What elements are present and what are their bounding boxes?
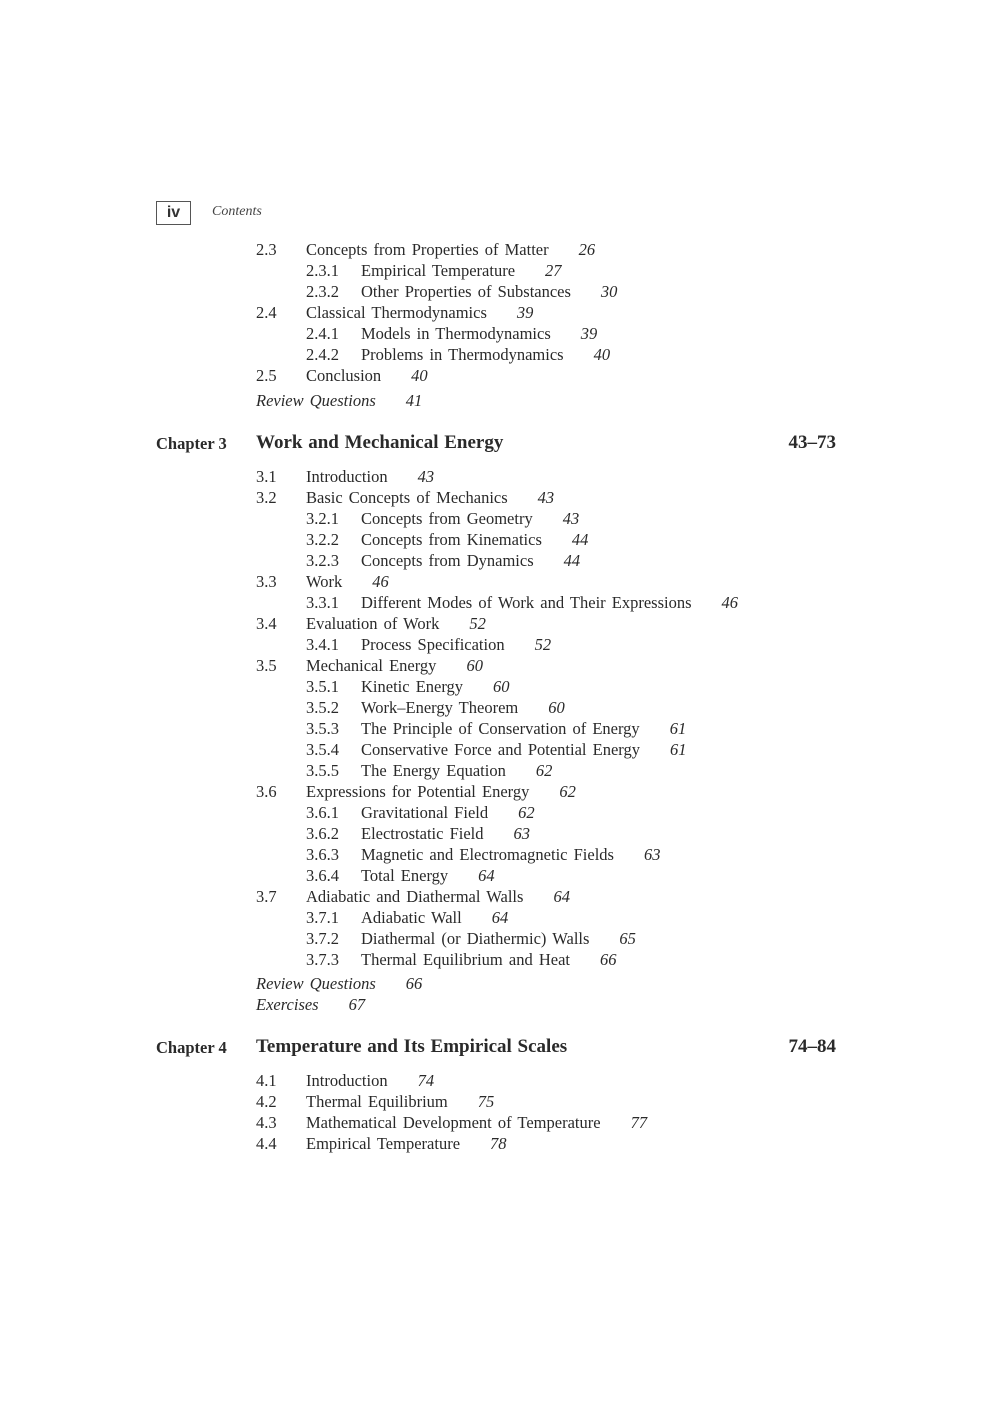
running-head: Contents [212, 204, 262, 219]
chapter-4-page-range: 74–84 [788, 1036, 836, 1057]
section-title-text: Total Energy [361, 866, 449, 885]
section-number: 3.7.1 [306, 908, 339, 927]
section-page-number: 77 [630, 1113, 648, 1132]
section-number: 3.3.1 [306, 593, 339, 612]
section-title [306, 365, 428, 386]
section-title [361, 949, 616, 970]
section-page-number: 62 [559, 782, 576, 801]
section-page-number: 39 [580, 324, 598, 343]
section-page-number: 74 [417, 1071, 435, 1090]
section-title-text: Introduction [306, 467, 388, 486]
section-number: 3.5 [256, 656, 277, 675]
section-title-text: Classical Thermodynamics [306, 303, 487, 322]
section-title-text: Basic Concepts of Mechanics [306, 488, 508, 507]
section-page-number: 44 [563, 551, 581, 570]
section-title [361, 697, 565, 718]
section-title-text: Evaluation of Work [306, 614, 440, 633]
section-number: 3.5.4 [306, 740, 339, 759]
chapter-4-title: Temperature and Its Empirical Scales [256, 1036, 568, 1057]
section-title-text: The Energy Equation [361, 761, 506, 780]
section-page-number: 60 [548, 698, 565, 717]
section-page-number: 26 [578, 240, 596, 259]
section-title-text: Empirical Temperature [361, 261, 516, 280]
section-page-number: 27 [545, 261, 562, 280]
section-title [361, 907, 508, 928]
section-page-number: 46 [372, 572, 389, 591]
section-title-text: Concepts from Dynamics [361, 551, 534, 570]
section-page-number: 61 [669, 719, 687, 738]
section-title-text: Work [306, 572, 343, 591]
section-title [361, 592, 738, 613]
section-title [306, 1091, 494, 1112]
section-page-number: 40 [593, 345, 611, 364]
section-page-number: 44 [571, 530, 589, 549]
section-title [306, 1070, 434, 1091]
section-page-number: 62 [518, 803, 535, 822]
page-folio [156, 201, 191, 225]
section-page-number: 62 [535, 761, 553, 780]
section-title [361, 634, 551, 655]
section-title [361, 928, 636, 949]
section-page-number: 78 [490, 1134, 507, 1153]
section-number: 3.6.3 [306, 845, 339, 864]
section-title-text: Expressions for Potential Energy [306, 782, 530, 801]
section-title [361, 508, 579, 529]
section-title [306, 613, 486, 634]
review-questions-text: Review Questions [256, 974, 376, 993]
section-number: 2.3 [256, 240, 277, 259]
section-page-number: 43 [562, 509, 580, 528]
section-title [361, 802, 535, 823]
section-number: 3.2 [256, 488, 277, 507]
section-title [306, 1112, 647, 1133]
section-title [306, 466, 434, 487]
chapter-4-label: Chapter 4 [156, 1038, 227, 1057]
exercises-label [256, 994, 365, 1015]
section-number: 3.2.1 [306, 509, 339, 528]
exercises-page-number: 67 [348, 995, 366, 1014]
section-page-number: 66 [599, 950, 617, 969]
section-number: 2.3.1 [306, 261, 339, 280]
section-page-number: 40 [411, 366, 428, 385]
section-number: 3.7 [256, 887, 277, 906]
section-page-number: 63 [643, 845, 661, 864]
section-number: 3.6.4 [306, 866, 339, 885]
section-title-text: Electrostatic Field [361, 824, 484, 843]
section-number: 3.5.2 [306, 698, 339, 717]
section-title-text: Concepts from Kinematics [361, 530, 542, 549]
chapter-3-page-range: 43–73 [788, 432, 836, 453]
section-title-text: Different Modes of Work and Their Expressions [361, 593, 692, 612]
section-title-text: Mathematical Development of Temperature [306, 1113, 601, 1132]
section-title-text: Mechanical Energy [306, 656, 437, 675]
section-title-text: Gravitational Field [361, 803, 489, 822]
section-page-number: 43 [417, 467, 435, 486]
exercises-text: Exercises [256, 995, 319, 1014]
section-page-number: 64 [491, 908, 509, 927]
section-number: 2.4.1 [306, 324, 339, 343]
section-number: 3.6.1 [306, 803, 339, 822]
section-number: 3.1 [256, 467, 277, 486]
review-questions-text: Review Questions [256, 391, 376, 410]
section-title-text: Introduction [306, 1071, 388, 1090]
section-page-number: 65 [619, 929, 636, 948]
section-title-text: Thermal Equilibrium and Heat [361, 950, 570, 969]
section-title-text: Concepts from Geometry [361, 509, 533, 528]
section-page-number: 52 [534, 635, 552, 654]
section-title-text: Diathermal (or Diathermic) Walls [361, 929, 590, 948]
section-page-number: 60 [493, 677, 510, 696]
section-number: 2.4.2 [306, 345, 339, 364]
section-title [361, 760, 552, 781]
section-title-text: Kinetic Energy [361, 677, 464, 696]
section-number: 3.5.5 [306, 761, 339, 780]
section-page-number: 63 [513, 824, 531, 843]
section-title [306, 781, 576, 802]
review-questions-page-number: 66 [405, 974, 423, 993]
section-title-text: Models in Thermodynamics [361, 324, 551, 343]
section-number: 3.5.1 [306, 677, 339, 696]
review-questions-label [256, 973, 422, 994]
section-title [361, 823, 530, 844]
section-number: 3.2.3 [306, 551, 339, 570]
section-number: 3.5.3 [306, 719, 339, 738]
section-title [361, 323, 597, 344]
section-title [306, 302, 533, 323]
section-number: 2.3.2 [306, 282, 339, 301]
section-title-text: Conservative Force and Potential Energy [361, 740, 640, 759]
folio-number: iv [166, 204, 181, 221]
section-title [361, 550, 580, 571]
section-title [361, 865, 495, 886]
section-page-number: 43 [537, 488, 555, 507]
section-title [306, 571, 389, 592]
section-page-number: 75 [477, 1092, 495, 1111]
section-title [361, 844, 660, 865]
section-number: 2.5 [256, 366, 277, 385]
chapter-3-label: Chapter 3 [156, 434, 227, 453]
section-title-text: Thermal Equilibrium [306, 1092, 448, 1111]
section-number: 4.4 [256, 1134, 277, 1153]
section-title-text: Other Properties of Substances [361, 282, 571, 301]
section-number: 4.3 [256, 1113, 277, 1132]
section-page-number: 46 [721, 593, 739, 612]
section-title [361, 281, 617, 302]
section-title [361, 344, 610, 365]
section-number: 2.4 [256, 303, 277, 322]
section-number: 3.2.2 [306, 530, 339, 549]
section-title [306, 487, 554, 508]
section-title-text: Adiabatic and Diathermal Walls [306, 887, 524, 906]
section-title [361, 739, 686, 760]
section-page-number: 64 [478, 866, 495, 885]
section-page-number: 61 [669, 740, 687, 759]
review-questions-label [256, 390, 422, 411]
section-page-number: 64 [553, 887, 570, 906]
section-title-text: Adiabatic Wall [361, 908, 462, 927]
section-title [306, 655, 483, 676]
section-number: 3.7.2 [306, 929, 339, 948]
section-number: 3.4 [256, 614, 277, 633]
section-title-text: Conclusion [306, 366, 382, 385]
section-title-text: Empirical Temperature [306, 1134, 461, 1153]
section-number: 3.6 [256, 782, 277, 801]
section-page-number: 60 [466, 656, 483, 675]
section-title [306, 1133, 507, 1154]
section-page-number: 52 [469, 614, 486, 633]
section-title-text: Concepts from Properties of Matter [306, 240, 549, 259]
section-title [361, 260, 562, 281]
section-number: 3.7.3 [306, 950, 339, 969]
section-number: 3.4.1 [306, 635, 339, 654]
chapter-3-title: Work and Mechanical Energy [256, 432, 504, 453]
section-title-text: The Principle of Conservation of Energy [361, 719, 640, 738]
section-number: 3.6.2 [306, 824, 339, 843]
section-title-text: Problems in Thermodynamics [361, 345, 564, 364]
section-title [361, 718, 686, 739]
review-questions-page-number: 41 [405, 391, 423, 410]
section-page-number: 39 [516, 303, 534, 322]
section-title [306, 239, 595, 260]
section-title [361, 676, 510, 697]
section-title-text: Work–Energy Theorem [361, 698, 519, 717]
section-page-number: 30 [600, 282, 618, 301]
section-title-text: Process Specification [361, 635, 505, 654]
section-title [361, 529, 588, 550]
section-title-text: Magnetic and Electromagnetic Fields [361, 845, 614, 864]
section-number: 3.3 [256, 572, 277, 591]
section-number: 4.1 [256, 1071, 277, 1090]
section-number: 4.2 [256, 1092, 277, 1111]
section-title [306, 886, 570, 907]
